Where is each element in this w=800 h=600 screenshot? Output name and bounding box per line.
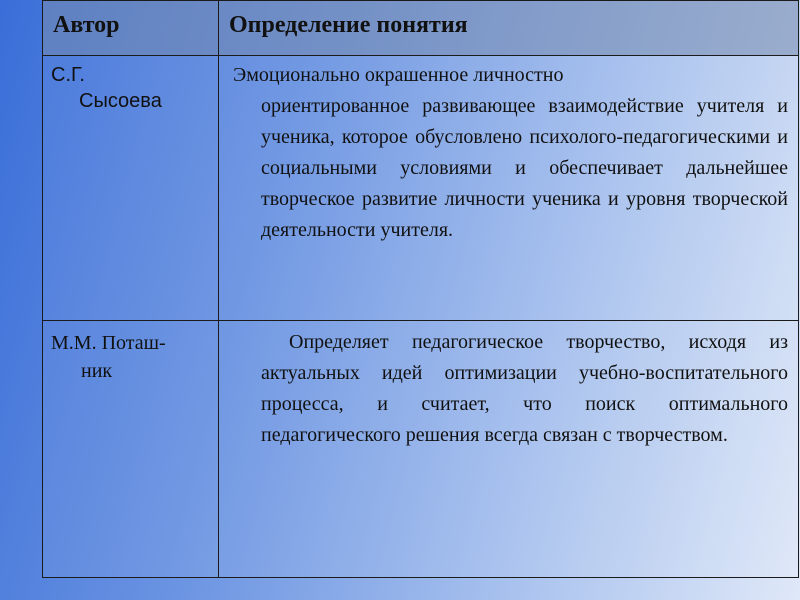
- table-row: [43, 321, 799, 578]
- definitions-table: [42, 0, 799, 578]
- author-cell: [43, 56, 219, 321]
- definition-cell: [219, 321, 799, 578]
- table-row: [43, 56, 799, 321]
- author-cell: [43, 321, 219, 578]
- definition-text-first: Эмоционально окрашенное личностно: [233, 64, 564, 86]
- author-name-line2: Сысоева: [79, 90, 162, 112]
- author-name-line1: М.М. Поташ-: [51, 332, 166, 354]
- table-header-row: [43, 1, 799, 56]
- header-definition: Определение понятия: [219, 1, 799, 56]
- definition-text-rest: ориентированное развивающее взаимодействие учителя и ученика, которое обусловлено психолого-педагогическими и социальными условиями и обеспечивает дальнейшее творческое развитие личности ученика и уровня творческой деятельности учителя.: [261, 95, 788, 241]
- author-name-line2: ник: [81, 360, 113, 382]
- definition-cell: [219, 56, 799, 321]
- header-author: Автор: [43, 1, 219, 56]
- author-name-line1: С.Г.: [51, 64, 85, 86]
- definition-text: Определяет педагогическое творчество, исходя из актуальных идей оптимизации учебно-воспитательного процесса, и считает, что поиск оптимального педагогического решения всегда связан с творчеством.: [261, 331, 788, 446]
